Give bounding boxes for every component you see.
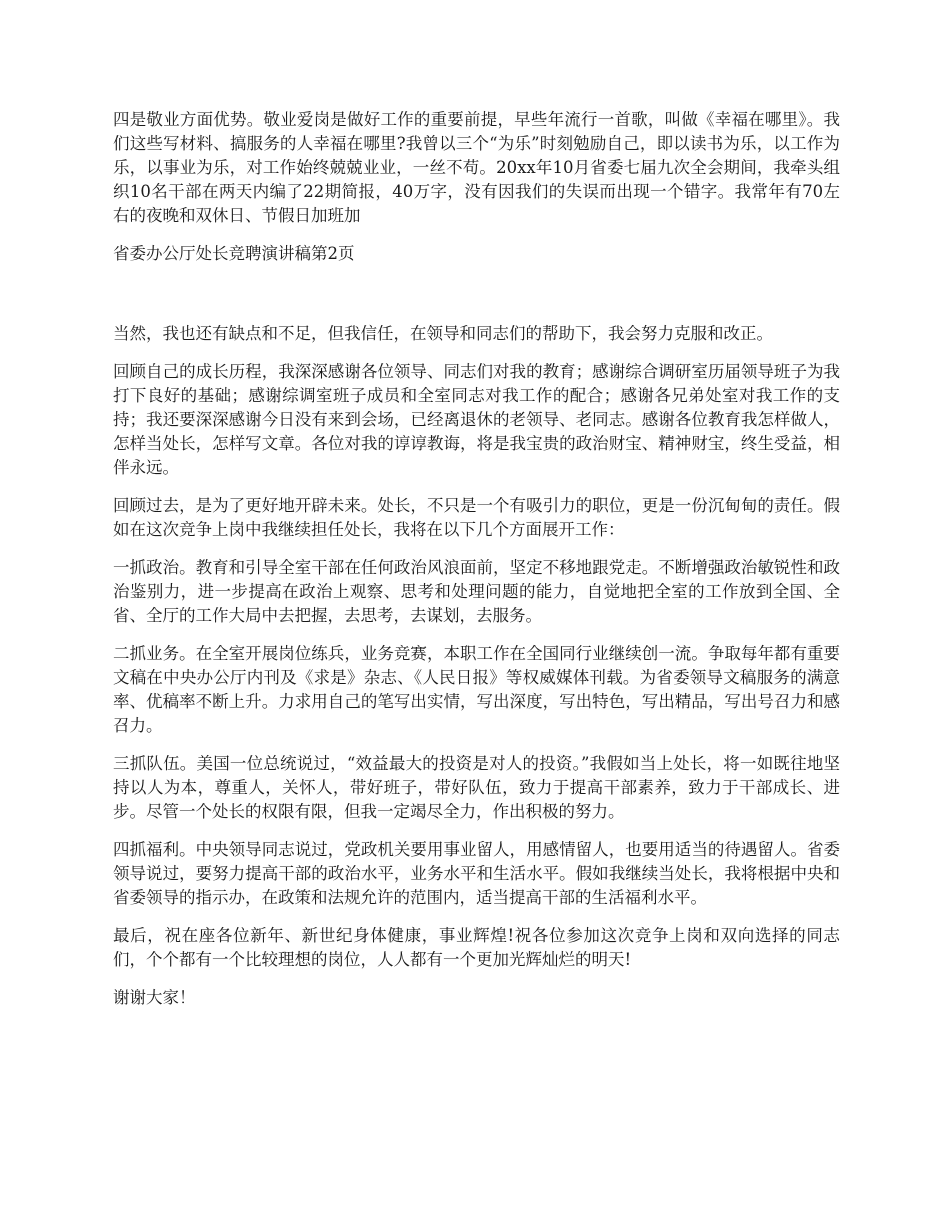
page-label: 省委办公厅处长竞聘演讲稿第2页 (113, 244, 355, 263)
page-break-gap (113, 266, 840, 322)
paragraph-thanks: 谢谢大家！ (113, 988, 196, 1007)
paragraph-business: 二抓业务。在全室开展岗位练兵，业务竞赛，本职工作在全国同行业继续创一流。争取每年都有重要文稿在中央办公厅内刊及《求是》杂志、《人民日报》等权威媒体刊载。为省委领导文稿服务的满意率、优稿率不断上升。力求用自己的笔写出实情，写出深度，写出特色，写出精品，写出号召力和感召力。 (113, 644, 840, 735)
paragraph-team: 三抓队伍。美国一位总统说过，“效益最大的投资是对人的投资。”我假如当上处长，将一如既往地坚持以人为本，尊重人，关怀人，带好班子，带好队伍，致力于提高干部素养，致力于干部成长、进步。尽管一个处长的权限有限，但我一定竭尽全力，作出积极的努力。 (113, 754, 840, 821)
paragraph-shortcomings: 当然，我也还有缺点和不足，但我信任，在领导和同志们的帮助下，我会努力克服和改正。 (113, 324, 773, 343)
paragraph-dedication: 四是敬业方面优势。敬业爱岗是做好工作的重要前提，早些年流行一首歌，叫做《幸福在哪里》。我们这些写材料、搞服务的人幸福在哪里?我曾以三个“为乐”时刻勉励自己，即以读书为乐，以工作为乐，以事业为乐，对工作始终兢兢业业，一丝不苟。20xx年10月省委七届九次全会期间，我牵头组织10名干部在两天内编了22期简报，40万字，没有因我们的失误而出现一个错字。我常年有70左右的夜晚和双休日、节假日加班加 (113, 110, 840, 225)
paragraph-gratitude: 回顾自己的成长历程，我深深感谢各位领导、同志们对我的教育；感谢综合调研室历届领导班子为我打下良好的基础；感谢综调室班子成员和全室同志对我工作的配合；感谢各兄弟处室对我工作的支持；我还要深深感谢今日没有来到会场，已经离退休的老领导、老同志。感谢各位教育我怎样做人，怎样当处长，怎样写文章。各位对我的谆谆教诲，将是我宝贵的政治财宝、精神财宝，终生受益，相伴永远。 (113, 362, 840, 477)
paragraph-welfare: 四抓福利。中央领导同志说过，党政机关要用事业留人，用感情留人，也要用适当的待遇留人。省委领导说过，要努力提高干部的政治水平，业务水平和生活水平。假如我继续当处长，我将根据中央和省委领导的指示办，在政策和法规允许的范围内，适当提高干部的生活福利水平。 (113, 840, 840, 907)
document-body (113, 108, 840, 1024)
paragraph-future: 回顾过去，是为了更好地开辟未来。处长，不只是一个有吸引力的职位，更是一份沉甸甸的责任。假如在这次竞争上岗中我继续担任处长，我将在以下几个方面展开工作： (113, 496, 840, 539)
paragraph-politics: 一抓政治。教育和引导全室干部在任何政治风浪面前，坚定不移地跟党走。不断增强政治敏锐性和政治鉴别力，进一步提高在政治上观察、思考和处理问题的能力，自觉地把全室的工作放到全国、全省、全厅的工作大局中去把握，去思考，去谋划，去服务。 (113, 558, 840, 625)
paragraph-closing: 最后，祝在座各位新年、新世纪身体健康，事业辉煌!祝各位参加这次竞争上岗和双向选择的同志们，个个都有一个比较理想的岗位，人人都有一个更加光辉灿烂的明天! (113, 926, 840, 969)
